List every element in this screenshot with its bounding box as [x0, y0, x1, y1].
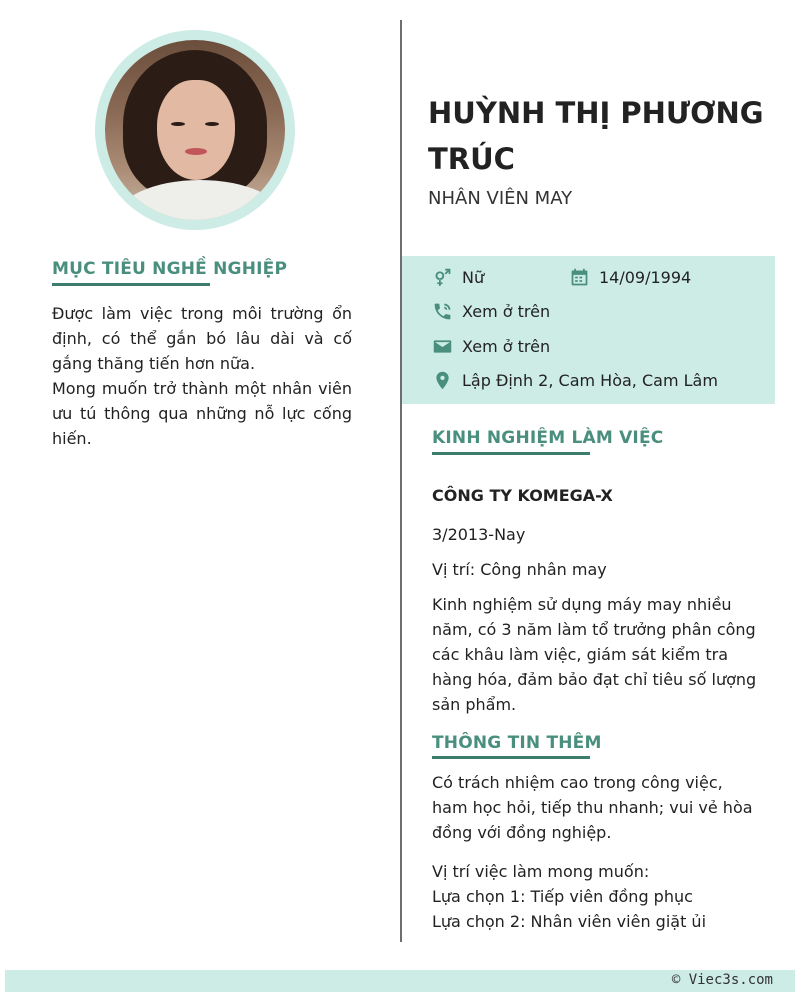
calendar-icon — [569, 267, 590, 288]
objective-title-underline — [52, 283, 210, 286]
wish-choice-1: Lựa chọn 1: Tiếp viên đồng phục — [432, 887, 693, 906]
experience-position: Vị trí: Công nhân may — [432, 560, 607, 579]
objective-paragraph-2: Mong muốn trở thành một nhân viên ưu tú thông qua những nỗ lực cống hiến. — [52, 379, 352, 448]
column-divider — [400, 20, 402, 942]
contact-birthdate — [569, 267, 691, 288]
avatar — [105, 40, 285, 220]
phone-value: Xem ở trên — [462, 302, 551, 321]
objective-text — [52, 301, 352, 451]
contact-email — [432, 336, 550, 357]
contact-box — [402, 256, 775, 404]
email-value: Xem ở trên — [462, 337, 551, 356]
gender-icon — [432, 267, 453, 288]
email-icon — [432, 336, 453, 357]
experience-title: KINH NGHIỆM LÀM VIỆC — [432, 428, 664, 448]
experience-period: 3/2013-Nay — [432, 525, 526, 544]
additional-title: THÔNG TIN THÊM — [432, 733, 602, 753]
wish-label: Vị trí việc làm mong muốn: — [432, 862, 650, 881]
contact-phone — [432, 301, 550, 322]
job-title: NHÂN VIÊN MAY — [428, 188, 573, 209]
company-name: CÔNG TY KOMEGA-X — [432, 486, 613, 505]
additional-summary: Có trách nhiệm cao trong công việc, ham học hỏi, tiếp thu nhanh; vui vẻ hòa đồng với đồng nghiệp. — [432, 773, 753, 842]
candidate-name: HUỲNH THỊ PHƯƠNG TRÚC — [428, 96, 764, 176]
contact-address — [432, 370, 718, 391]
footer-credit: © Viec3s.com — [671, 972, 773, 988]
address-value: Lập Định 2, Cam Hòa, Cam Lâm — [462, 371, 718, 390]
additional-title-underline — [432, 756, 590, 759]
contact-gender — [432, 267, 484, 288]
phone-icon — [432, 301, 453, 322]
birthdate-value: 14/09/1994 — [599, 268, 692, 287]
location-icon — [432, 370, 453, 391]
footer-bar — [5, 970, 795, 992]
objective-paragraph-1: Được làm việc trong môi trường ổn định, có thể gắn bó lâu dài và cố gắng thăng tiến hơn nữa. — [52, 304, 352, 373]
wish-choice-2: Lựa chọn 2: Nhân viên viên giặt ủi — [432, 912, 707, 931]
gender-value: Nữ — [462, 268, 485, 287]
additional-wishes — [432, 859, 762, 934]
objective-title: MỤC TIÊU NGHỀ NGHIỆP — [52, 259, 288, 279]
experience-title-underline — [432, 452, 590, 455]
experience-description: Kinh nghiệm sử dụng máy may nhiều năm, có 3 năm làm tổ trưởng phân công các khâu làm việc, giám sát kiểm tra hàng hóa, đảm bảo đạt chỉ tiêu số lượng sản phẩm. — [432, 595, 757, 714]
